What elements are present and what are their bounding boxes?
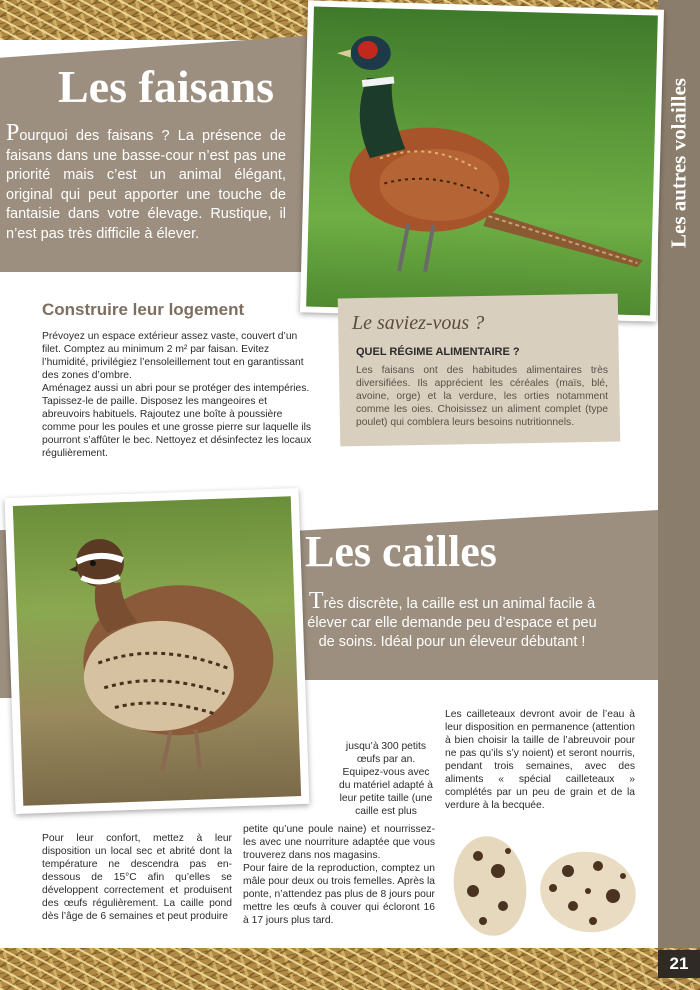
quail-illustration: [13, 496, 301, 806]
cailles-intro: [306, 588, 598, 652]
faisans-intro-text: ourquoi des faisans ? La présence de faisans dans une basse-cour n’est pas une priorité mais c’est un animal élégant, original qui peut apporter une touche de fantaisie dans votre élevage. Rustique, il n’est pas très difficile à élever.: [6, 128, 286, 242]
logement-heading: Construire leur logement: [42, 300, 245, 319]
faisans-dropcap: P: [6, 120, 20, 146]
cailles-column-3: Les cailleteaux devront avoir de l’eau à leur disposition en permanence (attention à bien choisir la taille de l’abreuvoir pour ne pas qu’ils s’y noient) et seront nourris, pendant trois semaines, avec des aliments « spécial cailleteaux » complétés par un peu de grain et de la verdure à la becquée.: [445, 709, 635, 811]
logement-paragraph-1: Prévoyez un espace extérieur assez vaste, couvert d’un filet. Comptez au minimum 2 m² par faisan. Evitez l’humidité, privilégiez l’ensoleillement tout en garantissant des zones d’ombre.: [42, 331, 304, 381]
quail-image: [13, 496, 301, 806]
cailles-column-2-paragraph-1: petite qu’une poule naine) et nourrissez-les avec une nourriture adaptée que vous trouverez dans nos magasins.: [243, 824, 435, 861]
logement-paragraph-2: Aménagez aussi un abri pour se protéger des intempéries. Tapissez-le de paille. Disposez les mangeoires et abreuvoirs habituels. Rajoutez une boîte à poussière comme pour les poules et une grosse pierre sur laquelle ils pourront s’affûter le bec. Nettoyez et désinfectez les locaux régulièrement.: [42, 383, 312, 459]
page-number: 21: [658, 950, 700, 978]
pheasant-image: [306, 7, 658, 316]
side-tab-label: Les autres volailles: [666, 78, 691, 248]
cailles-dropcap: T: [308, 588, 324, 614]
straw-border-bottom: [0, 948, 700, 990]
quail-photo: [5, 488, 310, 814]
cailles-column-2-paragraph-2: Pour faire de la reproduction, comptez un mâle pour deux ou trois femelles. Après la ponte, n’attendez pas plus de 8 jours pour mettre les œufs à couver qui écloront 16 à 17 jours plus tard.: [243, 863, 435, 926]
quail-eggs-illustration: [448, 826, 648, 942]
cailles-title: Les cailles: [305, 527, 497, 576]
pheasant-illustration: [306, 7, 658, 316]
logement-text: [42, 330, 314, 460]
cailles-intro-text: rès discrète, la caille est un animal facile à élever car elle demande peu d’espace et peu de soins. Idéal pour un éleveur débutant !: [307, 596, 597, 650]
pheasant-photo: [300, 0, 664, 321]
saviez-vous-title: Le saviez-vous ?: [352, 312, 485, 334]
faisans-title: Les faisans: [58, 61, 274, 112]
faisans-intro: [6, 120, 286, 244]
cailles-column-2-top: jusqu’à 300 petits œufs par an. Equipez-vous avec du matériel adapté à leur petite taille (une caille est plus: [339, 741, 433, 817]
cailles-column-2-bottom: [243, 823, 435, 927]
cailles-column-1: Pour leur confort, mettez à leur disposition un local sec et abrité dont la température ne descendra pas en-dessous de 15°C afin qu’elles se développent correctement et produisent des œufs régulièrement. La caille pond dès l’âge de 6 semaines et peut produire: [42, 833, 232, 922]
saviez-vous-text: Les faisans ont des habitudes alimentaires très diversifiées. Ils apprécient les céréales (maïs, blé, avoine, orge) et la verdure, les orties notamment comme les oies. Choisissez un aliment complet (type poulet) qui comblera leurs besoins nutritionnels.: [356, 365, 608, 428]
saviez-vous-subtitle: QUEL RÉGIME ALIMENTAIRE ?: [356, 346, 520, 358]
